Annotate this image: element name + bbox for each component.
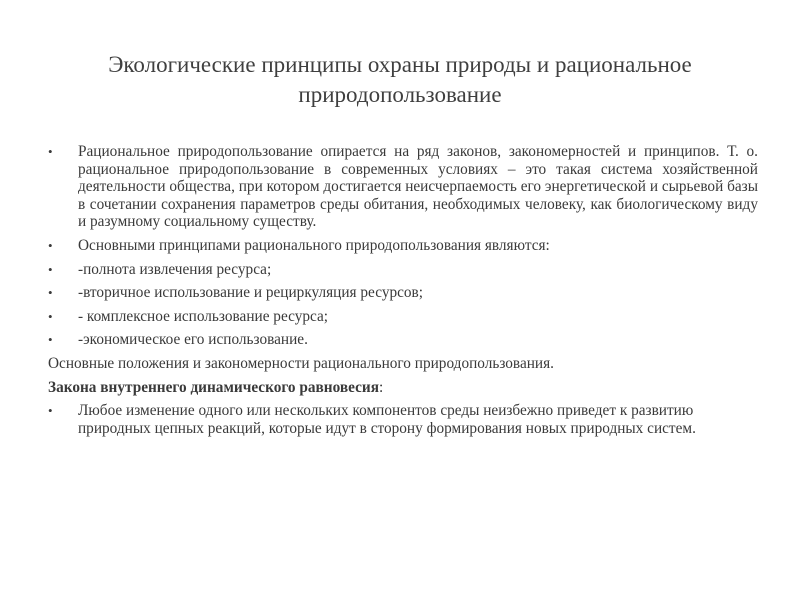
bullet-item (48, 143, 758, 231)
bullet-text: Основными принципами рационального природопользования являются: (78, 236, 550, 254)
slide-title: Экологические принципы охраны природы и рациональное природопользование (108, 52, 692, 107)
bullet-text: Рациональное природопользование опирается на ряд законов, закономерностей и принципов. Т. о. рациональное природопользование в современных условиях – это такая система хозяйственной деятельности общества, при котором достигается неисчерпаемость его энергетической и сырьевой базы в сочетании сохранения параметров среды обитания, необходимых человеку, как биологическому виду и разумному социальному существу. (78, 143, 758, 231)
bullet-text: - комплексное использование ресурса; (78, 307, 329, 325)
bullet-text: Любое изменение одного или нескольких компонентов среды неизбежно приведет к развитию природных цепных реакций, которые идут в сторону формирования новых природных систем. (78, 402, 696, 437)
paragraph-text: Основные положения и закономерности рационального природопользования. (48, 354, 554, 372)
bullet-icon: • (48, 261, 53, 277)
bullet-icon: • (48, 285, 53, 301)
bullet-icon: • (48, 144, 53, 159)
bullet-item (48, 284, 758, 302)
bullet-icon: • (48, 332, 53, 348)
section-heading-text: Закона внутреннего динамического равновесия (48, 378, 379, 396)
bullet-text: -полнота извлечения ресурса; (78, 260, 272, 278)
bullet-item (48, 331, 758, 349)
bullet-text: -экономическое его использование. (78, 331, 308, 349)
bullet-item (48, 261, 758, 279)
bullet-text: -вторичное использование и рециркуляция ресурсов; (78, 284, 424, 302)
section-heading-colon: : (379, 378, 384, 396)
slide-body (48, 143, 758, 443)
bullet-item (48, 237, 758, 255)
bullet-item (48, 402, 758, 437)
bullet-icon: • (48, 237, 53, 253)
bullet-icon: • (48, 403, 53, 419)
section-heading (48, 379, 758, 397)
paragraph (48, 355, 758, 373)
bullet-item (48, 308, 758, 326)
bullet-icon: • (48, 308, 53, 324)
